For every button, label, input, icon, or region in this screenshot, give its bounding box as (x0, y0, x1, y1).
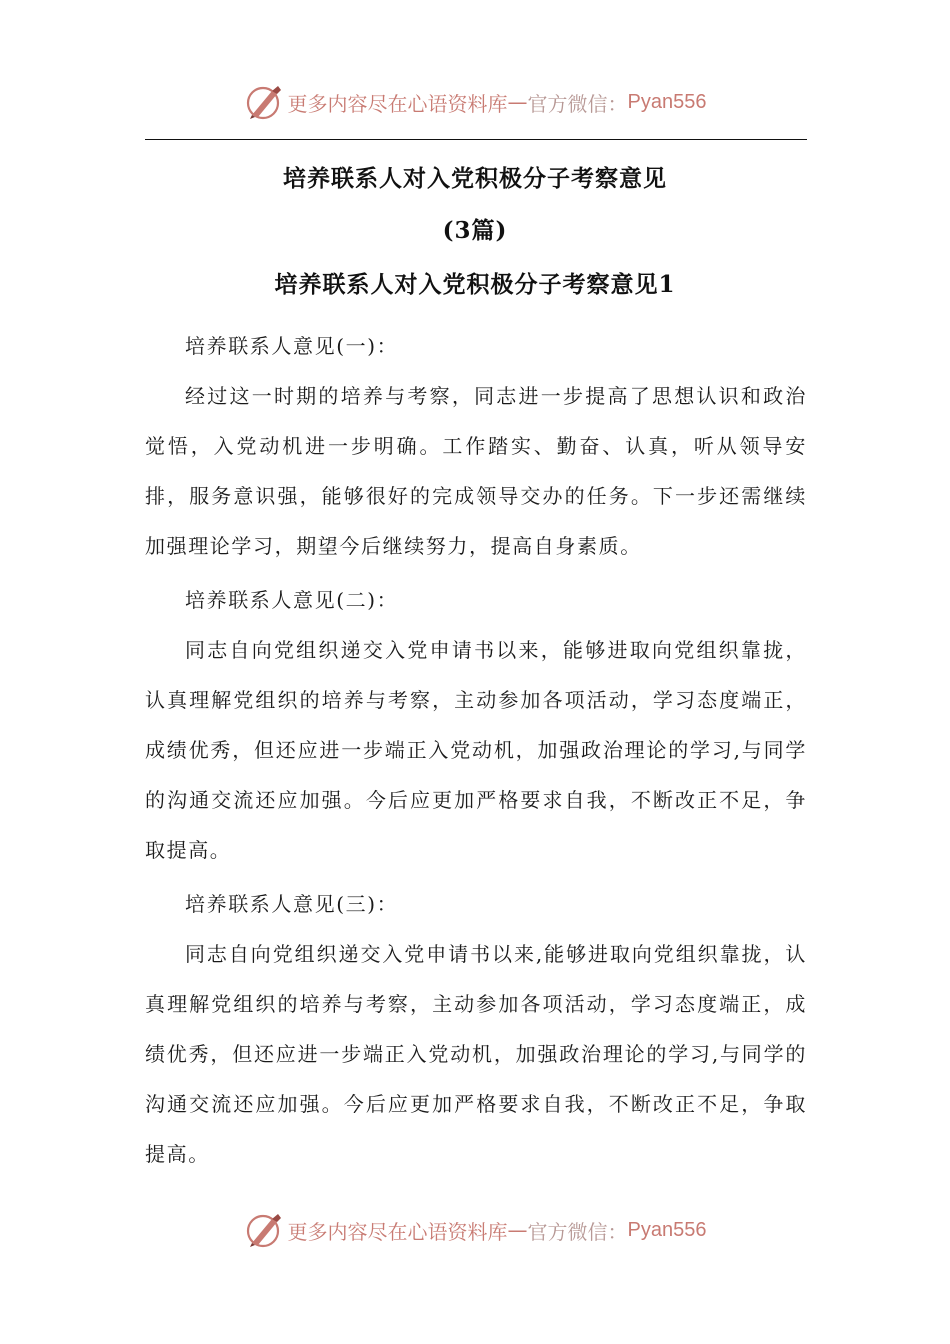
footer-banner-slogan: 更多内容尽在心语资料库 (287, 1219, 508, 1244)
footer-banner-wechat-label: 官方微信： (527, 1219, 628, 1244)
document-body (145, 317, 807, 1179)
pen-logo-icon (244, 1210, 284, 1250)
banner-separator: — (507, 90, 528, 114)
opinion-text-2: 同志自向党组织递交入党申请书以来，能够进取向党组织靠拢，认真理解党组织的培养与考察，主动参加各项活动，学习态度端正，成绩优秀，但还应进一步端正入党动机，加强政治理论的学习,与同学的沟通交流还应加强。今后应更加严格要求自我，不断改正不足，争取提高。 (145, 638, 807, 862)
opinion-text-1: 经过这一时期的培养与考察，同志进一步提高了思想认识和政治觉悟，入党动机进一步明确。工作踏实、勤奋、认真，听从领导安排，服务意识强，能够很好的完成领导交办的任务。下一步还需继续加强理论学习，期望今后继续努力，提高自身素质。 (145, 384, 807, 558)
footer-banner (0, 1208, 950, 1252)
footer-banner-separator: — (507, 1218, 528, 1242)
header-divider (145, 139, 807, 140)
banner-wechat-label: 官方微信： (527, 91, 628, 116)
banner-wechat-id: Pyan556 (627, 90, 707, 113)
footer-banner-wechat-id: Pyan556 (627, 1218, 707, 1241)
header-banner (0, 80, 950, 124)
section-title: 培养联系人对入党积极分子考察意见1 (274, 271, 676, 298)
banner-slogan: 更多内容尽在心语资料库 (287, 91, 508, 116)
opinion-heading-3: 培养联系人意见(三)： (185, 892, 399, 916)
opinion-text-3: 同志自向党组织递交入党申请书以来,能够进取向党组织靠拢，认真理解党组织的培养与考察，主动参加各项活动，学习态度端正，成绩优秀，但还应进一步端正入党动机，加强政治理论的学习,与同学的沟通交流还应加强。今后应更加严格要求自我，不断改正不足，争取提高。 (145, 942, 807, 1166)
pen-logo-icon (244, 82, 284, 122)
document-subtitle: (3篇) (442, 217, 508, 244)
opinion-heading-2: 培养联系人意见(二)： (185, 588, 399, 612)
opinion-heading-1: 培养联系人意见(一)： (185, 334, 399, 358)
document-title: 培养联系人对入党积极分子考察意见 (283, 165, 667, 192)
